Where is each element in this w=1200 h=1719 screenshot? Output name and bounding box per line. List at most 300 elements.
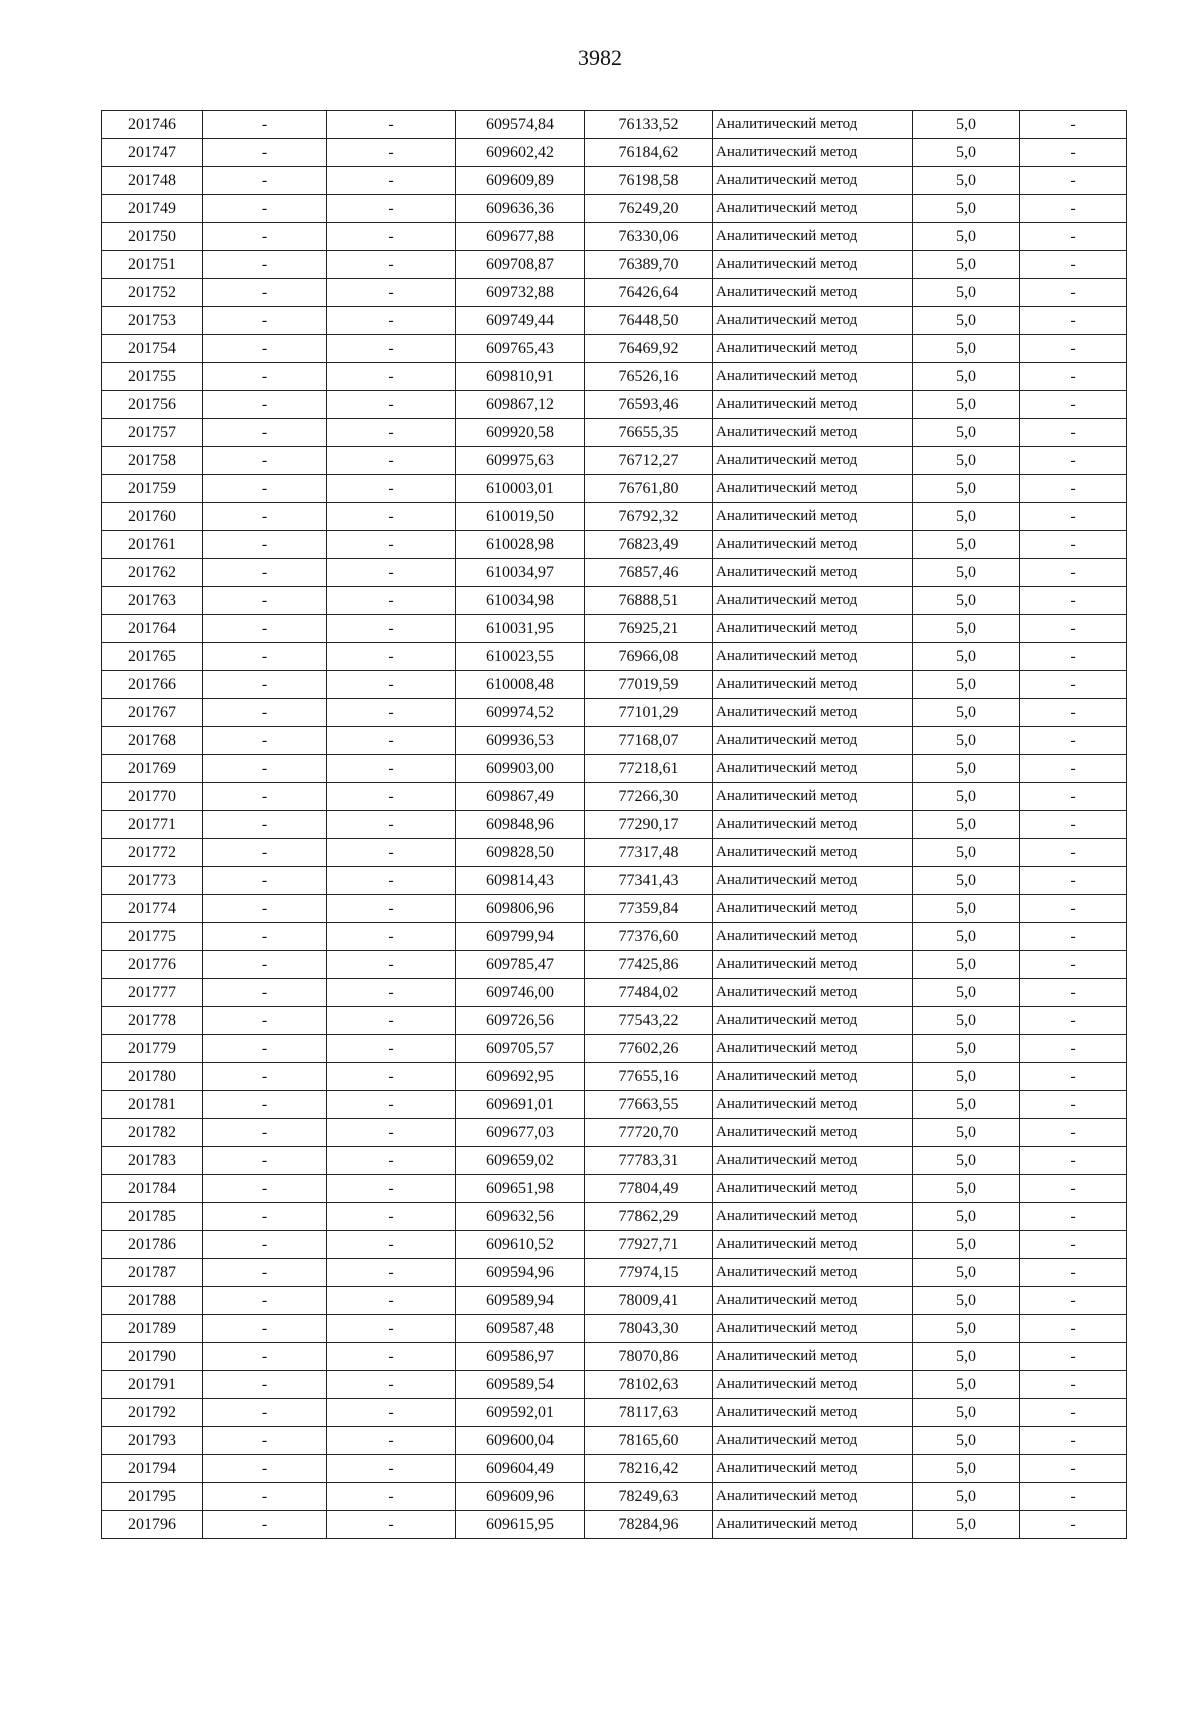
table-row [102,671,1127,699]
empty-value-cell: - [203,1315,327,1343]
y-coordinate-cell: 77168,07 [585,727,713,755]
empty-value-cell: - [203,587,327,615]
empty-value-cell: - [203,419,327,447]
y-coordinate-cell: 76888,51 [585,587,713,615]
accuracy-cell: 5,0 [913,699,1020,727]
empty-value-cell: - [327,363,456,391]
empty-value-cell: - [1020,615,1127,643]
empty-value-cell: - [327,223,456,251]
empty-value-cell: - [327,1203,456,1231]
point-number-cell: 201761 [102,531,203,559]
y-coordinate-cell: 76198,58 [585,167,713,195]
x-coordinate-cell: 610034,97 [456,559,585,587]
x-coordinate-cell: 610019,50 [456,503,585,531]
empty-value-cell: - [203,279,327,307]
y-coordinate-cell: 76655,35 [585,419,713,447]
point-number-cell: 201755 [102,363,203,391]
y-coordinate-cell: 76925,21 [585,615,713,643]
empty-value-cell: - [1020,391,1127,419]
empty-value-cell: - [327,1343,456,1371]
accuracy-cell: 5,0 [913,1119,1020,1147]
point-number-cell: 201779 [102,1035,203,1063]
empty-value-cell: - [1020,503,1127,531]
x-coordinate-cell: 609592,01 [456,1399,585,1427]
method-cell: Аналитический метод [713,1007,913,1035]
table-row [102,1175,1127,1203]
y-coordinate-cell: 77720,70 [585,1119,713,1147]
empty-value-cell: - [1020,1315,1127,1343]
point-number-cell: 201775 [102,923,203,951]
method-cell: Аналитический метод [713,111,913,139]
accuracy-cell: 5,0 [913,1371,1020,1399]
x-coordinate-cell: 609677,03 [456,1119,585,1147]
empty-value-cell: - [1020,1231,1127,1259]
method-cell: Аналитический метод [713,1035,913,1063]
method-cell: Аналитический метод [713,951,913,979]
empty-value-cell: - [327,1315,456,1343]
empty-value-cell: - [1020,1203,1127,1231]
accuracy-cell: 5,0 [913,615,1020,643]
method-cell: Аналитический метод [713,447,913,475]
table-row [102,195,1127,223]
empty-value-cell: - [1020,727,1127,755]
empty-value-cell: - [327,307,456,335]
empty-value-cell: - [203,1259,327,1287]
empty-value-cell: - [1020,811,1127,839]
empty-value-cell: - [327,1399,456,1427]
table-row [102,699,1127,727]
table-row [102,475,1127,503]
empty-value-cell: - [1020,363,1127,391]
method-cell: Аналитический метод [713,475,913,503]
accuracy-cell: 5,0 [913,531,1020,559]
accuracy-cell: 5,0 [913,251,1020,279]
empty-value-cell: - [327,895,456,923]
x-coordinate-cell: 609975,63 [456,447,585,475]
y-coordinate-cell: 77317,48 [585,839,713,867]
y-coordinate-cell: 76593,46 [585,391,713,419]
accuracy-cell: 5,0 [913,363,1020,391]
method-cell: Аналитический метод [713,923,913,951]
method-cell: Аналитический метод [713,867,913,895]
empty-value-cell: - [203,391,327,419]
empty-value-cell: - [1020,1063,1127,1091]
table-row [102,895,1127,923]
accuracy-cell: 5,0 [913,587,1020,615]
y-coordinate-cell: 78249,63 [585,1483,713,1511]
empty-value-cell: - [327,839,456,867]
accuracy-cell: 5,0 [913,503,1020,531]
accuracy-cell: 5,0 [913,167,1020,195]
point-number-cell: 201760 [102,503,203,531]
accuracy-cell: 5,0 [913,279,1020,307]
empty-value-cell: - [1020,559,1127,587]
x-coordinate-cell: 609903,00 [456,755,585,783]
table-row [102,1203,1127,1231]
y-coordinate-cell: 76133,52 [585,111,713,139]
method-cell: Аналитический метод [713,195,913,223]
y-coordinate-cell: 78070,86 [585,1343,713,1371]
method-cell: Аналитический метод [713,671,913,699]
x-coordinate-cell: 609609,96 [456,1483,585,1511]
table-row [102,587,1127,615]
x-coordinate-cell: 609632,56 [456,1203,585,1231]
empty-value-cell: - [327,699,456,727]
accuracy-cell: 5,0 [913,1063,1020,1091]
empty-value-cell: - [1020,139,1127,167]
empty-value-cell: - [203,895,327,923]
empty-value-cell: - [327,1511,456,1539]
accuracy-cell: 5,0 [913,755,1020,783]
accuracy-cell: 5,0 [913,1315,1020,1343]
empty-value-cell: - [1020,1259,1127,1287]
y-coordinate-cell: 77425,86 [585,951,713,979]
empty-value-cell: - [203,1119,327,1147]
y-coordinate-cell: 76448,50 [585,307,713,335]
empty-value-cell: - [327,1063,456,1091]
point-number-cell: 201777 [102,979,203,1007]
accuracy-cell: 5,0 [913,195,1020,223]
y-coordinate-cell: 77974,15 [585,1259,713,1287]
y-coordinate-cell: 76712,27 [585,447,713,475]
point-number-cell: 201758 [102,447,203,475]
point-number-cell: 201786 [102,1231,203,1259]
x-coordinate-cell: 609691,01 [456,1091,585,1119]
method-cell: Аналитический метод [713,1371,913,1399]
method-cell: Аналитический метод [713,839,913,867]
point-number-cell: 201759 [102,475,203,503]
point-number-cell: 201780 [102,1063,203,1091]
empty-value-cell: - [203,251,327,279]
table-row [102,307,1127,335]
point-number-cell: 201770 [102,783,203,811]
table-row [102,615,1127,643]
empty-value-cell: - [1020,867,1127,895]
method-cell: Аналитический метод [713,223,913,251]
empty-value-cell: - [1020,419,1127,447]
empty-value-cell: - [327,1175,456,1203]
x-coordinate-cell: 609746,00 [456,979,585,1007]
method-cell: Аналитический метод [713,1063,913,1091]
table-row [102,139,1127,167]
point-number-cell: 201756 [102,391,203,419]
empty-value-cell: - [1020,643,1127,671]
method-cell: Аналитический метод [713,755,913,783]
table-row [102,419,1127,447]
table-row [102,363,1127,391]
accuracy-cell: 5,0 [913,1399,1020,1427]
empty-value-cell: - [203,1343,327,1371]
empty-value-cell: - [1020,335,1127,363]
point-number-cell: 201776 [102,951,203,979]
empty-value-cell: - [203,839,327,867]
point-number-cell: 201787 [102,1259,203,1287]
table-row [102,951,1127,979]
y-coordinate-cell: 78102,63 [585,1371,713,1399]
empty-value-cell: - [1020,895,1127,923]
y-coordinate-cell: 76330,06 [585,223,713,251]
x-coordinate-cell: 609867,49 [456,783,585,811]
x-coordinate-cell: 609708,87 [456,251,585,279]
x-coordinate-cell: 609814,43 [456,867,585,895]
empty-value-cell: - [1020,951,1127,979]
method-cell: Аналитический метод [713,895,913,923]
empty-value-cell: - [203,447,327,475]
point-number-cell: 201769 [102,755,203,783]
point-number-cell: 201784 [102,1175,203,1203]
point-number-cell: 201751 [102,251,203,279]
accuracy-cell: 5,0 [913,1483,1020,1511]
table-row [102,447,1127,475]
empty-value-cell: - [203,1427,327,1455]
empty-value-cell: - [203,1035,327,1063]
empty-value-cell: - [1020,699,1127,727]
accuracy-cell: 5,0 [913,1455,1020,1483]
accuracy-cell: 5,0 [913,1231,1020,1259]
y-coordinate-cell: 77359,84 [585,895,713,923]
accuracy-cell: 5,0 [913,1035,1020,1063]
table-row [102,559,1127,587]
empty-value-cell: - [327,671,456,699]
accuracy-cell: 5,0 [913,727,1020,755]
table-row [102,1483,1127,1511]
empty-value-cell: - [203,615,327,643]
empty-value-cell: - [327,979,456,1007]
method-cell: Аналитический метод [713,699,913,727]
method-cell: Аналитический метод [713,1343,913,1371]
x-coordinate-cell: 609810,91 [456,363,585,391]
empty-value-cell: - [203,195,327,223]
x-coordinate-cell: 609589,94 [456,1287,585,1315]
y-coordinate-cell: 77602,26 [585,1035,713,1063]
y-coordinate-cell: 78165,60 [585,1427,713,1455]
table-row [102,839,1127,867]
empty-value-cell: - [327,1007,456,1035]
method-cell: Аналитический метод [713,307,913,335]
empty-value-cell: - [1020,1091,1127,1119]
x-coordinate-cell: 609677,88 [456,223,585,251]
empty-value-cell: - [1020,531,1127,559]
empty-value-cell: - [327,559,456,587]
table-row [102,1455,1127,1483]
accuracy-cell: 5,0 [913,671,1020,699]
y-coordinate-cell: 76526,16 [585,363,713,391]
empty-value-cell: - [203,111,327,139]
table-row [102,167,1127,195]
method-cell: Аналитический метод [713,587,913,615]
x-coordinate-cell: 609609,89 [456,167,585,195]
empty-value-cell: - [1020,1287,1127,1315]
y-coordinate-cell: 78216,42 [585,1455,713,1483]
empty-value-cell: - [327,755,456,783]
y-coordinate-cell: 76469,92 [585,335,713,363]
empty-value-cell: - [1020,979,1127,1007]
point-number-cell: 201785 [102,1203,203,1231]
table-row [102,643,1127,671]
empty-value-cell: - [203,643,327,671]
empty-value-cell: - [203,559,327,587]
accuracy-cell: 5,0 [913,951,1020,979]
empty-value-cell: - [327,111,456,139]
accuracy-cell: 5,0 [913,1007,1020,1035]
empty-value-cell: - [1020,195,1127,223]
method-cell: Аналитический метод [713,1399,913,1427]
empty-value-cell: - [203,531,327,559]
accuracy-cell: 5,0 [913,839,1020,867]
empty-value-cell: - [1020,1175,1127,1203]
point-number-cell: 201774 [102,895,203,923]
y-coordinate-cell: 78284,96 [585,1511,713,1539]
accuracy-cell: 5,0 [913,1287,1020,1315]
x-coordinate-cell: 609636,36 [456,195,585,223]
empty-value-cell: - [203,755,327,783]
table-row [102,783,1127,811]
empty-value-cell: - [327,1371,456,1399]
empty-value-cell: - [203,699,327,727]
x-coordinate-cell: 609604,49 [456,1455,585,1483]
point-number-cell: 201789 [102,1315,203,1343]
x-coordinate-cell: 609732,88 [456,279,585,307]
accuracy-cell: 5,0 [913,1203,1020,1231]
empty-value-cell: - [327,811,456,839]
x-coordinate-cell: 610008,48 [456,671,585,699]
accuracy-cell: 5,0 [913,111,1020,139]
x-coordinate-cell: 609574,84 [456,111,585,139]
x-coordinate-cell: 609610,52 [456,1231,585,1259]
empty-value-cell: - [1020,1147,1127,1175]
method-cell: Аналитический метод [713,251,913,279]
empty-value-cell: - [203,139,327,167]
empty-value-cell: - [203,867,327,895]
empty-value-cell: - [1020,1343,1127,1371]
y-coordinate-cell: 77804,49 [585,1175,713,1203]
x-coordinate-cell: 609828,50 [456,839,585,867]
y-coordinate-cell: 76249,20 [585,195,713,223]
method-cell: Аналитический метод [713,643,913,671]
accuracy-cell: 5,0 [913,1147,1020,1175]
accuracy-cell: 5,0 [913,979,1020,1007]
y-coordinate-cell: 76966,08 [585,643,713,671]
point-number-cell: 201783 [102,1147,203,1175]
method-cell: Аналитический метод [713,1511,913,1539]
empty-value-cell: - [327,1259,456,1287]
x-coordinate-cell: 609785,47 [456,951,585,979]
empty-value-cell: - [1020,587,1127,615]
accuracy-cell: 5,0 [913,447,1020,475]
empty-value-cell: - [327,727,456,755]
empty-value-cell: - [327,587,456,615]
empty-value-cell: - [327,335,456,363]
empty-value-cell: - [1020,1119,1127,1147]
page-number: 3982 [578,45,622,70]
method-cell: Аналитический метод [713,1427,913,1455]
table-row [102,1259,1127,1287]
table-row [102,391,1127,419]
empty-value-cell: - [203,307,327,335]
empty-value-cell: - [1020,475,1127,503]
x-coordinate-cell: 609936,53 [456,727,585,755]
method-cell: Аналитический метод [713,1231,913,1259]
point-number-cell: 201792 [102,1399,203,1427]
empty-value-cell: - [203,1511,327,1539]
table-row [102,1399,1127,1427]
point-number-cell: 201749 [102,195,203,223]
empty-value-cell: - [327,951,456,979]
coordinates-table [101,110,1127,1539]
empty-value-cell: - [1020,447,1127,475]
accuracy-cell: 5,0 [913,895,1020,923]
table-row [102,755,1127,783]
empty-value-cell: - [203,1399,327,1427]
empty-value-cell: - [327,1483,456,1511]
point-number-cell: 201791 [102,1371,203,1399]
method-cell: Аналитический метод [713,727,913,755]
empty-value-cell: - [1020,1511,1127,1539]
x-coordinate-cell: 609799,94 [456,923,585,951]
point-number-cell: 201747 [102,139,203,167]
y-coordinate-cell: 77862,29 [585,1203,713,1231]
empty-value-cell: - [203,223,327,251]
x-coordinate-cell: 609594,96 [456,1259,585,1287]
table-row [102,335,1127,363]
y-coordinate-cell: 76857,46 [585,559,713,587]
empty-value-cell: - [1020,839,1127,867]
empty-value-cell: - [1020,783,1127,811]
x-coordinate-cell: 609920,58 [456,419,585,447]
empty-value-cell: - [203,727,327,755]
empty-value-cell: - [203,979,327,1007]
y-coordinate-cell: 76184,62 [585,139,713,167]
x-coordinate-cell: 609589,54 [456,1371,585,1399]
empty-value-cell: - [327,503,456,531]
empty-value-cell: - [327,867,456,895]
table-row [102,1231,1127,1259]
accuracy-cell: 5,0 [913,643,1020,671]
table-row [102,1511,1127,1539]
empty-value-cell: - [327,167,456,195]
empty-value-cell: - [1020,1427,1127,1455]
point-number-cell: 201757 [102,419,203,447]
accuracy-cell: 5,0 [913,923,1020,951]
table-row [102,979,1127,1007]
empty-value-cell: - [203,783,327,811]
method-cell: Аналитический метод [713,1119,913,1147]
empty-value-cell: - [203,335,327,363]
accuracy-cell: 5,0 [913,811,1020,839]
point-number-cell: 201796 [102,1511,203,1539]
empty-value-cell: - [327,531,456,559]
empty-value-cell: - [1020,671,1127,699]
table-row [102,1063,1127,1091]
table-row [102,1007,1127,1035]
y-coordinate-cell: 77101,29 [585,699,713,727]
x-coordinate-cell: 609600,04 [456,1427,585,1455]
x-coordinate-cell: 610023,55 [456,643,585,671]
method-cell: Аналитический метод [713,503,913,531]
accuracy-cell: 5,0 [913,475,1020,503]
point-number-cell: 201782 [102,1119,203,1147]
accuracy-cell: 5,0 [913,1259,1020,1287]
accuracy-cell: 5,0 [913,867,1020,895]
point-number-cell: 201746 [102,111,203,139]
y-coordinate-cell: 77484,02 [585,979,713,1007]
table-row [102,223,1127,251]
table-row [102,251,1127,279]
x-coordinate-cell: 609867,12 [456,391,585,419]
method-cell: Аналитический метод [713,1315,913,1343]
table-row [102,1287,1127,1315]
y-coordinate-cell: 78043,30 [585,1315,713,1343]
